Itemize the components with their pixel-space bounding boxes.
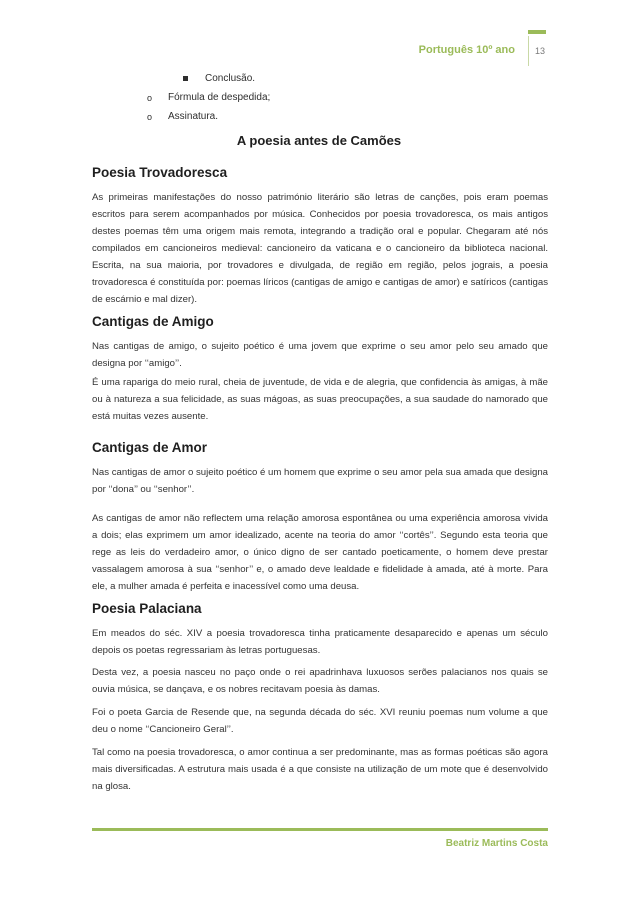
section-heading: Poesia Trovadoresca <box>92 165 228 180</box>
list-item-farewell <box>147 92 270 103</box>
circle-bullet-icon: o <box>147 111 153 122</box>
paragraph: As cantigas de amor não reflectem uma relação amorosa espontânea ou uma experiência amorosa vivida a dois; elas exprimem um amor idealizado, acente na teoria do amor ‘‘cortês’’. Segundo esta teoria que rege as leis do verdadeiro amor, o único digno de ser cantado poeticamente, o homem deve prestar vassalagem amorosa à sua ‘‘senhor’’ e, o amado deve lealdade e fidelidade à amada, até à morte. Para ele, a mulher amada é perfeita e inacessível como uma deusa. <box>92 513 548 592</box>
list-item-label: Fórmula de despedida; <box>168 92 271 103</box>
page-number: 13 <box>535 46 546 56</box>
header-title: Português 10º ano <box>418 44 515 56</box>
paragraph: Desta vez, a poesia nasceu no paço onde o rei apadrinhava luxuosos serões palacianos nos quais se ouvia música, se dançava, e os nobres recitavam poesia às damas. <box>92 667 548 695</box>
paragraph: Nas cantigas de amor o sujeito poético é um homem que exprime o seu amor pela sua amada que designa por ‘‘dona’’ ou ‘‘senhor’’. <box>92 467 548 495</box>
list-item-signature <box>147 111 218 122</box>
list-item-label: Assinatura. <box>168 111 219 122</box>
footer-author: Beatriz Martins Costa <box>445 838 548 849</box>
square-bullet-icon <box>183 76 188 81</box>
section-heading: Cantigas de Amigo <box>92 314 214 329</box>
section-heading: Cantigas de Amor <box>92 440 208 455</box>
paragraph: As primeiras manifestações do nosso património literário são letras de canções, pois eram poemas escritos para serem acompanhados por música. Conhecidos por poesia trovadoresca, os mais antigos destes poemas têm uma origem mais remota, integrando a tradição oral e popular. Chegaram até nós compilados em cancioneiros medieval: cancioneiro da vaticana e o cancioneiro da biblioteca nacional. Escrita, na sua maioria, por trovadores e divulgada, de região em região, pelos jograis, a poesia trovadoresca é constituída por: poemas líricos (cantigas de amigo e cantigas de amor) e satíricos (cantigas de escárnio e mal dizer). <box>92 192 548 305</box>
header-divider <box>528 36 529 66</box>
list-item-label: Conclusão. <box>205 73 256 84</box>
header-accent-bar <box>528 30 546 34</box>
circle-bullet-icon: o <box>147 92 153 103</box>
footer-rule <box>92 828 548 831</box>
paragraph: Tal como na poesia trovadoresca, o amor continua a ser predominante, mas as formas poéticas são agora mais diversificadas. A estrutura mais usada é a que consiste na utilização de um mote que é desenvolvido na glosa. <box>92 747 548 792</box>
paragraph: Nas cantigas de amigo, o sujeito poético é uma jovem que exprime o seu amor pelo seu amado que designa por ‘‘amigo’’. <box>92 341 548 369</box>
list-item-conclusion <box>183 73 255 84</box>
page-title: A poesia antes de Camões <box>236 133 402 148</box>
paragraph: Foi o poeta Garcia de Resende que, na segunda década do séc. XVI reuniu poemas num volume a que deu o nome ‘‘Cancioneiro Geral’’. <box>92 707 548 735</box>
paragraph: Em meados do séc. XIV a poesia trovadoresca tinha praticamente desaparecido e apenas um século depois os poetas regressariam às letras portuguesas. <box>92 628 548 656</box>
section-heading: Poesia Palaciana <box>92 601 202 616</box>
paragraph: É uma rapariga do meio rural, cheia de juventude, de vida e de alegria, que confidencia às amigas, à mãe ou à natureza a sua felicidade, as suas mágoas, as suas preocupações, a sua saudade do namorado que está muitas vezes ausente. <box>92 377 548 422</box>
